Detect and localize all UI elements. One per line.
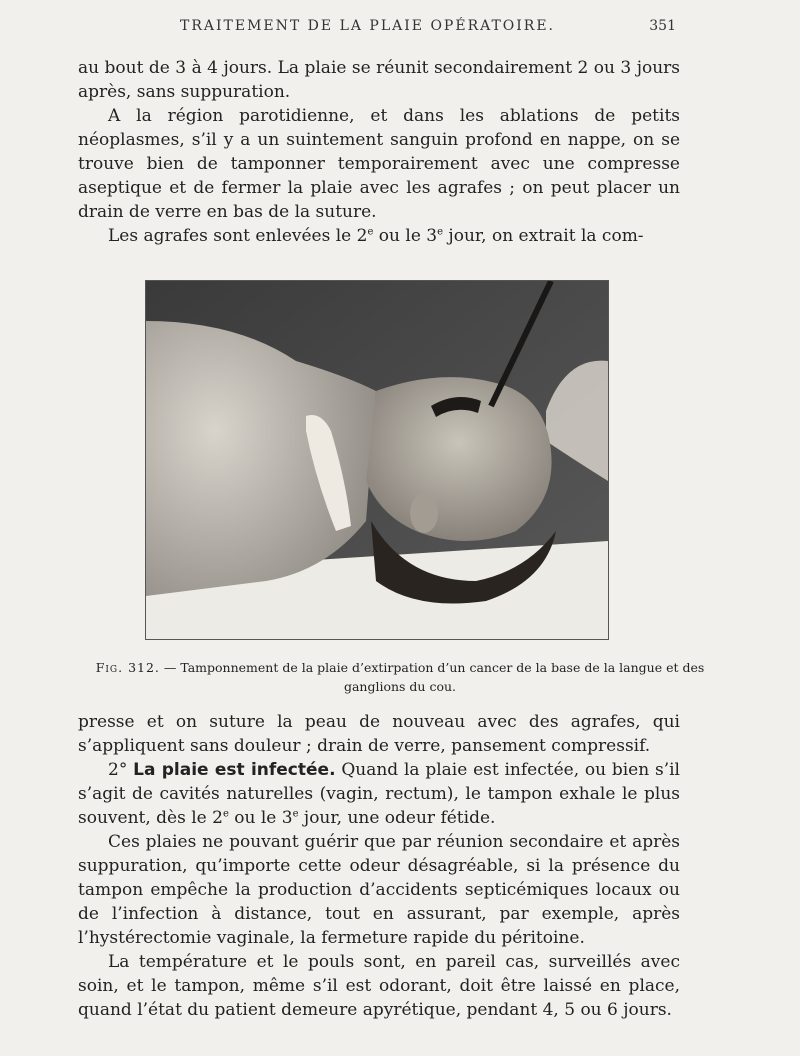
paragraph-infected-wound: 2° La plaie est infectée. Quand la plaie est infectée, ou bien s’il s’agit de cavités naturelles (vagin, rectum), le tampon exhale le plus souvent, dès le 2e ou le 3e jour, une odeur fétide. — [78, 760, 680, 828]
surgical-photo-illustration — [146, 281, 608, 639]
bottom-text-block — [78, 710, 680, 1022]
running-title: TRAITEMENT DE LA PLAIE OPÉRATOIRE. — [180, 18, 556, 34]
figure-caption-text: — Tamponnement de la plaie d’extirpation d’un cancer de la base de la langue et des ganglions du cou. — [159, 660, 705, 694]
paragraph-parotid: A la région parotidienne, et dans les ablations de petits néoplasmes, s’il y a un suintement sanguin profond en nappe, on se trouve bien de tamponner temporairement avec une compresse aseptique et de fermer la plaie avec les agrafes ; on peut placer un drain de verre en bas de la suture. — [78, 106, 680, 222]
page-number: 351 — [649, 18, 676, 34]
figure-label: Fig. 312. — [95, 660, 160, 675]
figure-caption — [90, 658, 710, 696]
paragraph-continuation: au bout de 3 à 4 jours. La plaie se réunit secondairement 2 ou 3 jours après, sans suppuration. — [78, 58, 680, 102]
top-text-block — [78, 56, 680, 248]
section-heading-infected: La plaie est infectée. — [133, 760, 336, 780]
paragraph-agrafes: Les agrafes sont enlevées le 2e ou le 3e jour, on extrait la com- — [108, 226, 644, 246]
paragraph-secondary-healing: Ces plaies ne pouvant guérir que par réunion secondaire et après suppuration, qu’importe cette odeur désagréable, si la présence du tampon empêche la production d’accidents septicémiques locaux ou de l’infection à distance, tout en assurant, par exemple, après l’hystérectomie vaginale, la fermeture rapide du péritoine. — [78, 832, 680, 948]
paragraph-temperature: La température et le pouls sont, en pareil cas, surveillés avec soin, et le tampon, même s’il est odorant, doit être laissé en place, quand l’état du patient demeure apyrétique, pendant 4, 5 ou 6 jours. — [78, 952, 680, 1020]
paragraph-suture: presse et on suture la peau de nouveau avec des agrafes, qui s’appliquent sans douleur ; drain de verre, pansement compressif. — [78, 712, 680, 756]
figure-photograph — [145, 280, 609, 640]
running-head — [80, 18, 680, 40]
